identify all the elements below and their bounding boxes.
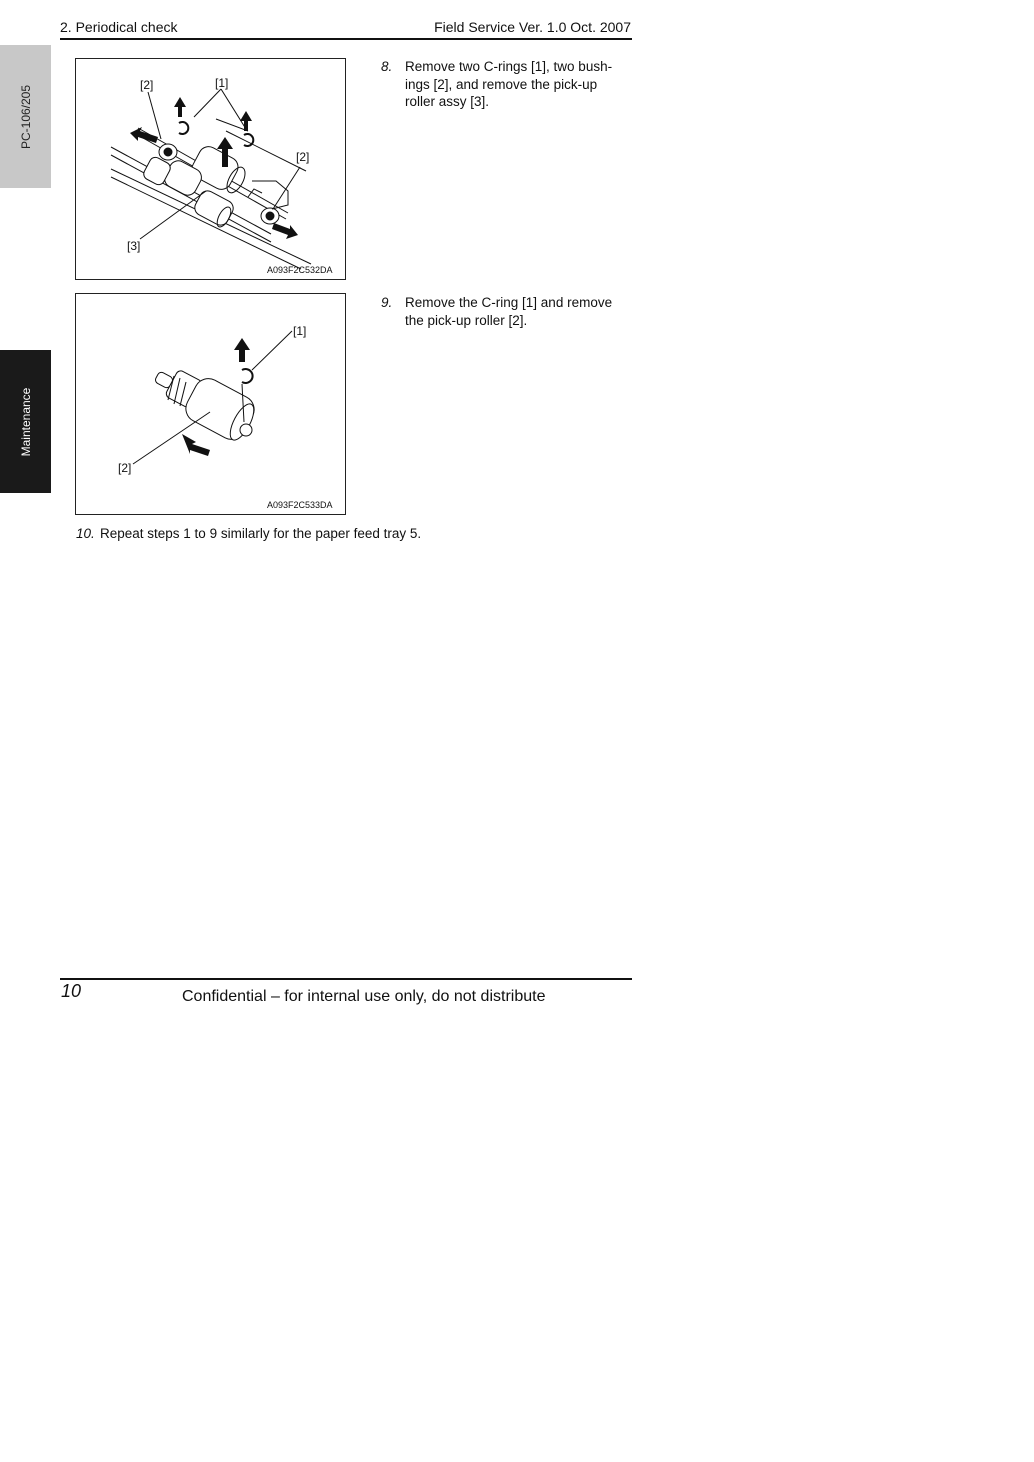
chapter-tab: [0, 350, 51, 493]
step-number: 10.: [76, 526, 95, 541]
callout-label: [2]: [118, 461, 132, 475]
figure-code: A093F2C533DA: [267, 500, 333, 510]
figure-pickup-roller: [75, 293, 346, 515]
page-number: 10: [61, 981, 82, 1001]
step-8: [381, 58, 627, 112]
pickup-roller-assy-illustration: [76, 59, 345, 279]
callout-label: [2]: [140, 78, 154, 92]
model-tab: [0, 45, 51, 188]
step-text: Remove two C-rings [1], two bush-ings [2], and remove the pick-up roller assy [3].: [405, 59, 613, 109]
figure-pickup-roller-assy: [75, 58, 346, 280]
figure-code: A093F2C532DA: [267, 265, 333, 275]
edition-label: Field Service Ver. 1.0 Oct. 2007: [434, 19, 631, 35]
confidential-notice: Confidential – for internal use only, do not distribute: [182, 988, 546, 1005]
callout-label: [2]: [296, 150, 310, 164]
header-rule: [60, 38, 632, 40]
step-10: [76, 525, 596, 543]
callout-label: [3]: [127, 239, 141, 253]
section-title: 2. Periodical check: [60, 19, 178, 35]
callout-label: [1]: [215, 76, 229, 90]
step-number: 9.: [381, 295, 393, 310]
model-tab-label: PC-106/205: [18, 84, 33, 149]
chapter-tab-label: Maintenance: [18, 387, 33, 456]
step-text: Repeat steps 1 to 9 similarly for the paper feed tray 5.: [100, 526, 422, 541]
callout-label: [1]: [293, 324, 307, 338]
step-9: [381, 294, 627, 330]
footer-rule: [60, 978, 632, 980]
step-text: Remove the C-ring [1] and remove the pick-up roller [2].: [405, 295, 613, 328]
step-number: 8.: [381, 59, 393, 74]
